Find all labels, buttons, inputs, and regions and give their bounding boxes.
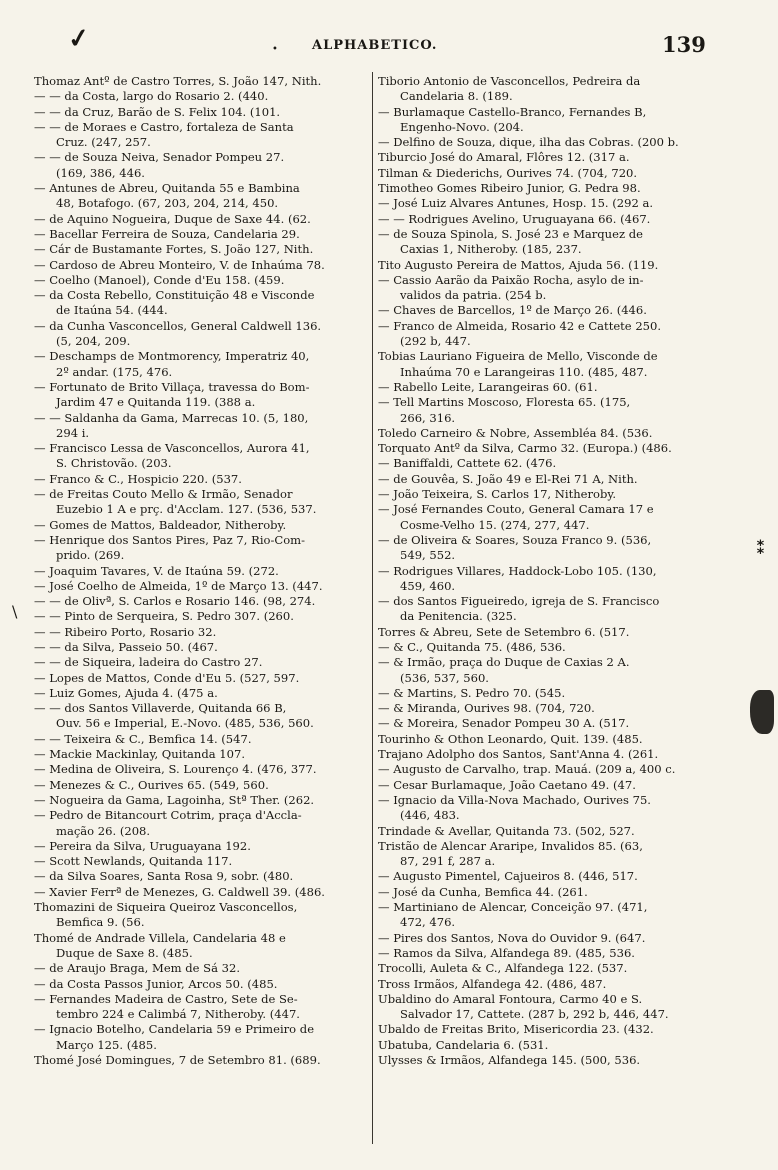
entry-continuation-line: 2º andar. (175, 476. [56, 364, 173, 379]
directory-entry: — Xavier Ferrª de Menezes, G. Caldwell 39. (486. [34, 884, 325, 899]
directory-entry: Ubaldo de Freitas Brito, Misericordia 23. (432. [378, 1022, 654, 1037]
directory-entry: Timotheo Gomes Ribeiro Junior, G. Pedra 98. [378, 181, 641, 196]
entry-continuation-line: Euzebio 1 A e prç. d'Acclam. 127. (536, 537. [56, 502, 317, 517]
entry-continuation-line: 294 i. [56, 425, 90, 440]
entry-continuation-line: validos da patria. (254 b. [400, 288, 547, 303]
directory-entry: Tourinho & Othon Leonardo, Quit. 139. (485. [378, 731, 643, 746]
directory-entry: Thomazini de Siqueira Queiroz Vasconcellos, [34, 900, 298, 915]
directory-entry: — — Saldanha da Gama, Marrecas 10. (5, 180, [34, 410, 309, 425]
directory-entry: — — da Costa, largo do Rosario 2. (440. [34, 89, 269, 104]
directory-entry: — Bacellar Ferreira de Souza, Candelaria 29. [34, 226, 300, 241]
directory-entry: Torquato Antº da Silva, Carmo 32. (Europa.) (486. [378, 441, 672, 456]
directory-entry: — José da Cunha, Bemfica 44. (261. [378, 884, 588, 899]
directory-entry: — Nogueira da Gama, Lagoinha, Stª Ther. (262. [34, 792, 315, 807]
directory-entry: Tobias Lauriano Figueira de Mello, Visconde de [378, 349, 658, 364]
directory-entry: — Augusto de Carvalho, trap. Mauá. (209 a, 400 c. [378, 762, 676, 777]
directory-entry: — Medina de Oliveira, S. Lourenço 4. (476, 377. [34, 762, 317, 777]
directory-entry: Tilman & Diederichs, Ourives 74. (704, 720. [378, 165, 638, 180]
entry-continuation-line: 549, 552. [400, 548, 456, 563]
directory-entry: — — Ribeiro Porto, Rosario 32. [34, 624, 217, 639]
margin-mark-left: \ [12, 602, 18, 621]
entry-continuation-line: (5, 204, 209. [56, 334, 131, 349]
directory-entry: Torres & Abreu, Sete de Setembro 6. (517. [378, 624, 630, 639]
directory-entry: — Ignacio da Villa-Nova Machado, Ourives 75. [378, 792, 651, 807]
directory-entry: — Coelho (Manoel), Conde d'Eu 158. (459. [34, 272, 285, 287]
column-divider [372, 72, 373, 1144]
entry-continuation-line: Engenho-Novo. (204. [400, 119, 524, 134]
entry-continuation-line: 87, 291 f, 287 a. [400, 854, 496, 869]
directory-entry: — Lopes de Mattos, Conde d'Eu 5. (527, 597. [34, 670, 300, 685]
directory-entry: — Joaquim Tavares, V. de Itaúna 59. (272. [34, 563, 279, 578]
directory-entry: — de Freitas Couto Mello & Irmão, Senador [34, 487, 293, 502]
directory-entry: — — Rodrigues Avelino, Uruguayana 66. (467. [378, 211, 651, 226]
directory-entry: — de Souza Spinola, S. José 23 e Marquez de [378, 226, 643, 241]
entry-continuation-line: 472, 476. [400, 915, 456, 930]
directory-entry: Tiborio Antonio de Vasconcellos, Pedreira da [378, 74, 641, 88]
directory-entry: — Fortunato de Brito Villaça, travessa do Bom- [34, 379, 310, 394]
entry-continuation-line: Inhaúma 70 e Larangeiras 110. (485, 487. [400, 364, 648, 379]
entry-continuation-line: mação 26. (208. [56, 823, 151, 838]
directory-entry: — Fernandes Madeira de Castro, Sete de Se- [34, 991, 298, 1006]
directory-entry: Tristão de Alencar Araripe, Invalidos 85. (63, [378, 838, 643, 853]
directory-entry: — de Aquino Nogueira, Duque de Saxe 44. (62. [34, 211, 311, 226]
margin-mark-right: ⁑ [756, 538, 766, 559]
directory-entry: — — de Souza Neiva, Senador Pompeu 27. [34, 150, 285, 165]
directory-entry: Tiburcio José do Amaral, Flôres 12. (317 a. [378, 150, 630, 165]
entry-continuation-line: da Penitencia. (325. [400, 609, 517, 624]
directory-entry: — de Oliveira & Soares, Souza Franco 9. (536, [378, 532, 652, 547]
entry-continuation-line: 459, 460. [400, 578, 456, 593]
entry-continuation-line: de Itaúna 54. (444. [56, 303, 168, 318]
directory-entry: — de Gouvêa, S. João 49 e El-Rei 71 A, Nith. [378, 471, 638, 486]
check-mark-icon: ✓ [66, 22, 92, 56]
directory-entry: Toledo Carneiro & Nobre, Assembléa 84. (536. [378, 425, 653, 440]
directory-entry: — Scott Newlands, Quitanda 117. [34, 854, 233, 869]
directory-entry: — Pereira da Silva, Uruguayana 192. [34, 838, 251, 853]
entry-continuation-line: (169, 386, 446. [56, 165, 145, 180]
page-edge-stain [750, 690, 774, 734]
entry-continuation-line: Salvador 17, Cattete. (287 b, 292 b, 446, 447. [400, 1007, 669, 1022]
directory-entry: — — da Cruz, Barão de S. Felix 104. (101. [34, 104, 281, 119]
directory-entry: Trindade & Avellar, Quitanda 73. (502, 527. [378, 823, 635, 838]
directory-entry: — Ignacio Botelho, Candelaria 59 e Primeiro de [34, 1022, 315, 1037]
page-title: ALPHABETICO. [312, 38, 438, 53]
directory-entry: — Augusto Pimentel, Cajueiros 8. (446, 517. [378, 869, 638, 884]
directory-entry: — João Teixeira, S. Carlos 17, Nitheroby. [378, 487, 617, 502]
entry-continuation-line: 266, 316. [400, 410, 456, 425]
directory-entry: — Chaves de Barcellos, 1º de Março 26. (446. [378, 303, 647, 318]
entry-continuation-line: Caxias 1, Nitheroby. (185, 237. [400, 242, 582, 257]
left-column [34, 74, 372, 1068]
directory-entry: — Antunes de Abreu, Quitanda 55 e Bambina [34, 181, 300, 196]
entry-continuation-line: Ouv. 56 e Imperial, E.-Novo. (485, 536, 560. [56, 716, 314, 731]
directory-entry: — da Silva Soares, Santa Rosa 9, sobr. (480. [34, 869, 294, 884]
directory-entry: — — de Siqueira, ladeira do Castro 27. [34, 655, 263, 670]
directory-entry: Thomé de Andrade Villela, Candelaria 48 e [34, 930, 286, 945]
directory-entry: Tross Irmãos, Alfandega 42. (486, 487. [378, 976, 607, 991]
entry-continuation-line: prido. (269. [56, 548, 125, 563]
entry-continuation-line: S. Christovão. (203. [56, 456, 172, 471]
header-dot: • [272, 44, 278, 55]
entry-continuation-line: (292 b, 447. [400, 334, 471, 349]
directory-entry: — & Irmão, praça do Duque de Caxias 2 A. [378, 655, 630, 670]
directory-entry: Trocolli, Auleta & C., Alfandega 122. (537. [378, 961, 628, 976]
entry-continuation-line: Cosme-Velho 15. (274, 277, 447. [400, 517, 590, 532]
directory-entry: Tito Augusto Pereira de Mattos, Ajuda 56. (119. [378, 257, 659, 272]
directory-entry: — Cardoso de Abreu Monteiro, V. de Inhaúma 78. [34, 257, 325, 272]
directory-entry: — & Moreira, Senador Pompeu 30 A. (517. [378, 716, 630, 731]
directory-entry: — Mackie Mackinlay, Quitanda 107. [34, 747, 246, 762]
directory-entry: — & C., Quitanda 75. (486, 536. [378, 639, 566, 654]
directory-entry: Thomaz Antº de Castro Torres, S. João 147, Nith. [34, 74, 322, 88]
directory-entry: — Delfino de Souza, dique, ilha das Cobras. (200 b. [378, 135, 679, 150]
directory-entry: — Franco & C., Hospicio 220. (537. [34, 471, 242, 486]
directory-entry: Thomé José Domingues, 7 de Setembro 81. (689. [34, 1053, 321, 1067]
directory-entry: — José Luiz Alvares Antunes, Hosp. 15. (292 a. [378, 196, 654, 211]
directory-entry: — José Fernandes Couto, General Camara 17 e [378, 502, 654, 517]
directory-entry: — & Miranda, Ourives 98. (704, 720. [378, 701, 595, 716]
directory-entry: — Deschamps de Montmorency, Imperatriz 40, [34, 349, 310, 364]
directory-entry: — Baniffaldi, Cattete 62. (476. [378, 456, 557, 471]
directory-entry: — Francisco Lessa de Vasconcellos, Aurora 41, [34, 441, 310, 456]
entry-continuation-line: (536, 537, 560. [400, 670, 489, 685]
entry-continuation-line: Março 125. (485. [56, 1037, 157, 1052]
directory-entry: — — dos Santos Villaverde, Quitanda 66 B, [34, 701, 287, 716]
directory-entry: Trajano Adolpho dos Santos, Sant'Anna 4. (261. [378, 747, 659, 762]
entry-continuation-line: tembro 224 e Calimbá 7, Nitheroby. (447. [56, 1007, 300, 1022]
directory-entry: — da Costa Rebello, Constituição 48 e Visconde [34, 288, 315, 303]
directory-entry: — Henrique dos Santos Pires, Paz 7, Rio-Com- [34, 532, 305, 547]
directory-entry: — Rabello Leite, Larangeiras 60. (61. [378, 379, 598, 394]
directory-entry: — Pires dos Santos, Nova do Ouvidor 9. (647. [378, 930, 646, 945]
directory-entry: — José Coelho de Almeida, 1º de Março 13. (447. [34, 578, 323, 593]
directory-entry: — da Cunha Vasconcellos, General Caldwell 136. [34, 318, 322, 333]
entry-continuation-line: 48, Botafogo. (67, 203, 204, 214, 450. [56, 196, 279, 211]
directory-entry: — Luiz Gomes, Ajuda 4. (475 a. [34, 685, 218, 700]
directory-entry: — Rodrigues Villares, Haddock-Lobo 105. (130, [378, 563, 657, 578]
directory-entry: — Cár de Bustamante Fortes, S. João 127, Nith. [34, 242, 314, 257]
directory-entry: Ubaldino do Amaral Fontoura, Carmo 40 e S. [378, 991, 643, 1006]
directory-entry: — Burlamaque Castello-Branco, Fernandes B, [378, 104, 647, 119]
directory-entry: — — de Moraes e Castro, fortaleza de Santa [34, 119, 294, 134]
entry-continuation-line: Duque de Saxe 8. (485. [56, 945, 193, 960]
directory-entry: — Cassio Aarão da Paixão Rocha, asylo de in- [378, 272, 644, 287]
entry-continuation-line: (446, 483. [400, 808, 460, 823]
directory-entry: — — Teixeira & C., Bemfica 14. (547. [34, 731, 252, 746]
directory-entry: — — Pinto de Serqueira, S. Pedro 307. (260. [34, 609, 294, 624]
directory-entry: — Menezes & C., Ourives 65. (549, 560. [34, 777, 269, 792]
directory-entry: — Martiniano de Alencar, Conceição 97. (471, [378, 900, 648, 915]
directory-entry: — Cesar Burlamaque, João Caetano 49. (47. [378, 777, 636, 792]
directory-entry: — da Costa Passos Junior, Arcos 50. (485. [34, 976, 278, 991]
directory-entry: — Tell Martins Moscoso, Floresta 65. (175, [378, 395, 631, 410]
directory-entry: — & Martins, S. Pedro 70. (545. [378, 685, 566, 700]
directory-entry: — Gomes de Mattos, Baldeador, Nitheroby. [34, 517, 287, 532]
directory-entry: — Ramos da Silva, Alfandega 89. (485, 536. [378, 945, 635, 960]
directory-entry: — — da Silva, Passeio 50. (467. [34, 639, 218, 654]
directory-entry: — Franco de Almeida, Rosario 42 e Cattete 250. [378, 318, 662, 333]
entry-continuation-line: Candelaria 8. (189. [400, 89, 513, 104]
right-column [378, 74, 716, 1068]
directory-entry: Ulysses & Irmãos, Alfandega 145. (500, 536. [378, 1053, 641, 1067]
directory-entry: — de Araujo Braga, Mem de Sá 32. [34, 961, 241, 976]
directory-entry: Ubatuba, Candelaria 6. (531. [378, 1037, 549, 1052]
entry-continuation-line: Bemfica 9. (56. [56, 915, 145, 930]
directory-entry: — Pedro de Bitancourt Cotrim, praça d'Accla- [34, 808, 302, 823]
page-number: 139 [662, 32, 706, 57]
directory-entry: — — de Olivª, S. Carlos e Rosario 146. (98, 274. [34, 594, 316, 609]
entry-continuation-line: Jardim 47 e Quitanda 119. (388 a. [56, 395, 256, 410]
entry-continuation-line: Cruz. (247, 257. [56, 135, 151, 150]
directory-entry: — dos Santos Figueiredo, igreja de S. Francisco [378, 594, 660, 609]
